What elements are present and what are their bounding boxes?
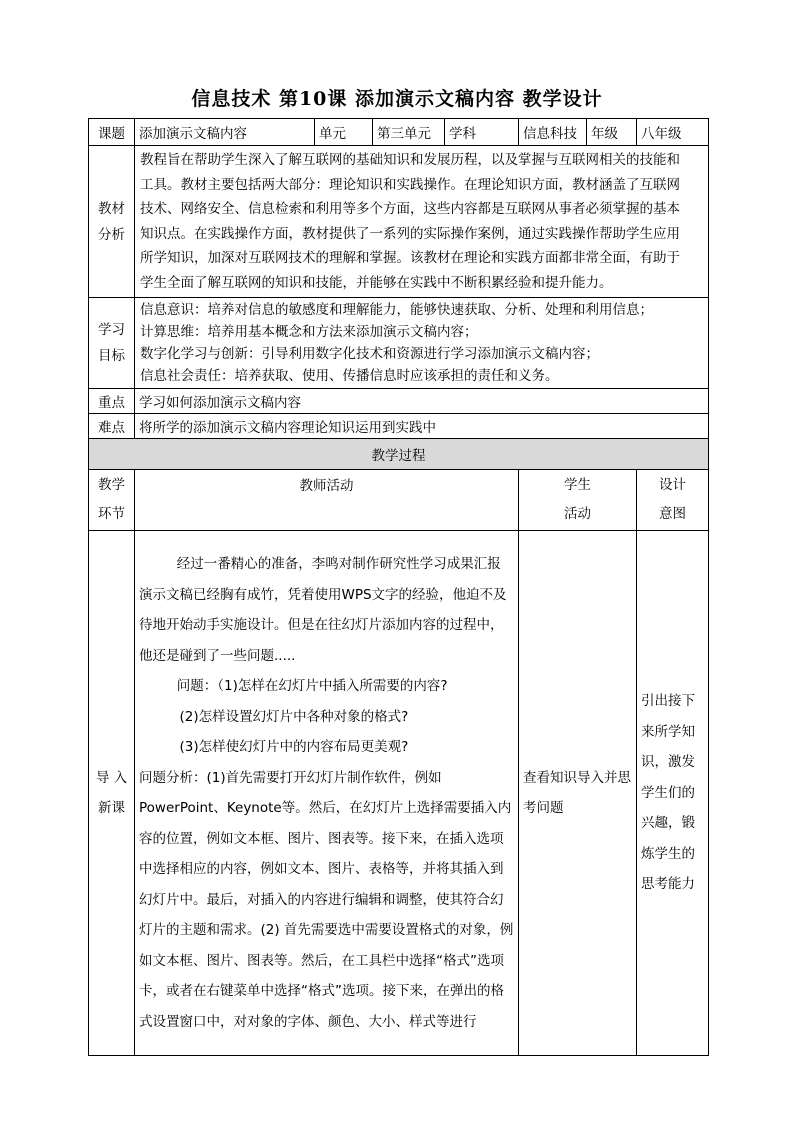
page-title: 信息技术 第10课 添加演示文稿内容 教学设计 [191,88,603,110]
process-heading-row [89,439,709,470]
col-student: 学生 活动 [519,470,637,531]
process-heading: 教学过程 [89,439,709,470]
goal-line: 计算思维：培养用基本概念和方法来添加演示文稿内容； [140,324,478,340]
col-intent: 设计 意图 [637,470,709,531]
col-teacher: 教师活动 [135,470,519,531]
lesson-plan-table [88,118,709,1056]
goals-content [135,298,709,389]
material-label: 教材 分析 [89,146,135,298]
difficulty-value: 将所学的添加演示文稿内容理论知识运用到实践中 [135,414,709,439]
material-line: 所学知识，加深对互联网技术的理解和掌握。该教材在理论和实践方面都非常全面，有助于 [140,250,680,266]
question-1: 问题：（1)怎样在幻灯片中插入所需要的内容? [176,678,448,694]
goal-line: 信息意识：培养对信息的敏感度和理解能力，能够快速获取、分析、处理和利用信息； [140,302,653,318]
key-value: 学习如何添加演示文稿内容 [135,389,709,414]
material-line: 学生全面了解互联网的知识和技能，并能够在实践中不断积累经验和提升能力。 [140,274,613,291]
design-intent: 引出接下来所学知识，激发学生们的兴趣，锻炼学生的思考能力 [637,531,709,1056]
material-line: 技术、网络安全、信息检索和利用等多个方面，这些内容都是互联网从事者必须掌握的基本 [140,201,680,217]
material-content [135,146,709,298]
difficulty-label: 难点 [89,414,135,439]
unit-value: 第三单元 [373,119,445,146]
question-2: (2)怎样设置幻灯片中各种对象的格式? [179,708,409,725]
grade-label: 年级 [587,119,637,146]
info-row [89,119,709,146]
stage-cell: 导 入 新课 [89,531,135,1056]
material-line: 知识点。在实践操作方面，教材提供了一系列的实际操作案例，通过实践操作帮助学生应用 [140,225,680,242]
unit-label: 单元 [315,119,373,146]
topic-value: 添加演示文稿内容 [135,119,315,146]
material-analysis-row [89,146,709,298]
difficulty-row [89,414,709,439]
goal-line: 信息社会责任：培养获取、使用、传播信息时应该承担的责任和义务。 [140,368,559,384]
goals-label: 学习 目标 [89,298,135,389]
key-label: 重点 [89,389,135,414]
material-line: 工具。教材主要包括两大部分：理论知识和实践操作。在理论知识方面，教材涵盖了互联网 [140,176,680,193]
question-3: (3)怎样使幻灯片中的内容布局更美观? [179,739,409,755]
process-column-headers [89,470,709,531]
grade-value: 八年级 [637,119,709,146]
topic-label: 课题 [89,119,135,146]
intro-stage-row [89,531,709,1056]
goal-line: 数字化学习与创新：引导利用数字化技术和资源进行学习添加演示文稿内容； [140,346,599,362]
question-analysis: 问题分析：(1)首先需要打开幻灯片制作软件，例如PowerPoint、Keynote等。然后，在幻灯片上选择需要插入内容的位置，例如文本框、图片、图表等。接下来，在插入选项中选择相应的内容，例如文本、图片、表格等，并将其插入到幻灯片中。最后，对插入的内容进行编辑和调整，使其符合幻灯片的主题和需求。(2) 首先需要选中需要设置格式的对象，例如文本框、图片、图表等。然后，在工具栏中选择“格式”选项卡，或者在右键菜单中选择“格式”选项。接下来，在弹出的格式设置窗口中，对对象的字体、颜色、大小、样式等进行 [139,769,514,1030]
key-point-row [89,389,709,414]
learning-goals-row [89,298,709,389]
subject-value: 信息科技 [519,119,587,146]
teacher-activity [135,531,519,1056]
teacher-intro: 经过一番精心的准备，李鸣对制作研究性学习成果汇报演示文稿已经胸有成竹，凭着使用WPS文字的经验，他迫不及待地开始动手实施设计。但是在往幻灯片添加内容的过程中，他还是碰到了一些问题..... [139,556,507,664]
student-activity: 查看知识导入并思考问题 [519,531,637,1056]
subject-label: 学科 [445,119,519,146]
material-line: 教程旨在帮助学生深入了解互联网的基础知识和发展历程，以及掌握与互联网相关的技能和 [140,152,680,168]
col-stage: 教学 环节 [89,470,135,531]
